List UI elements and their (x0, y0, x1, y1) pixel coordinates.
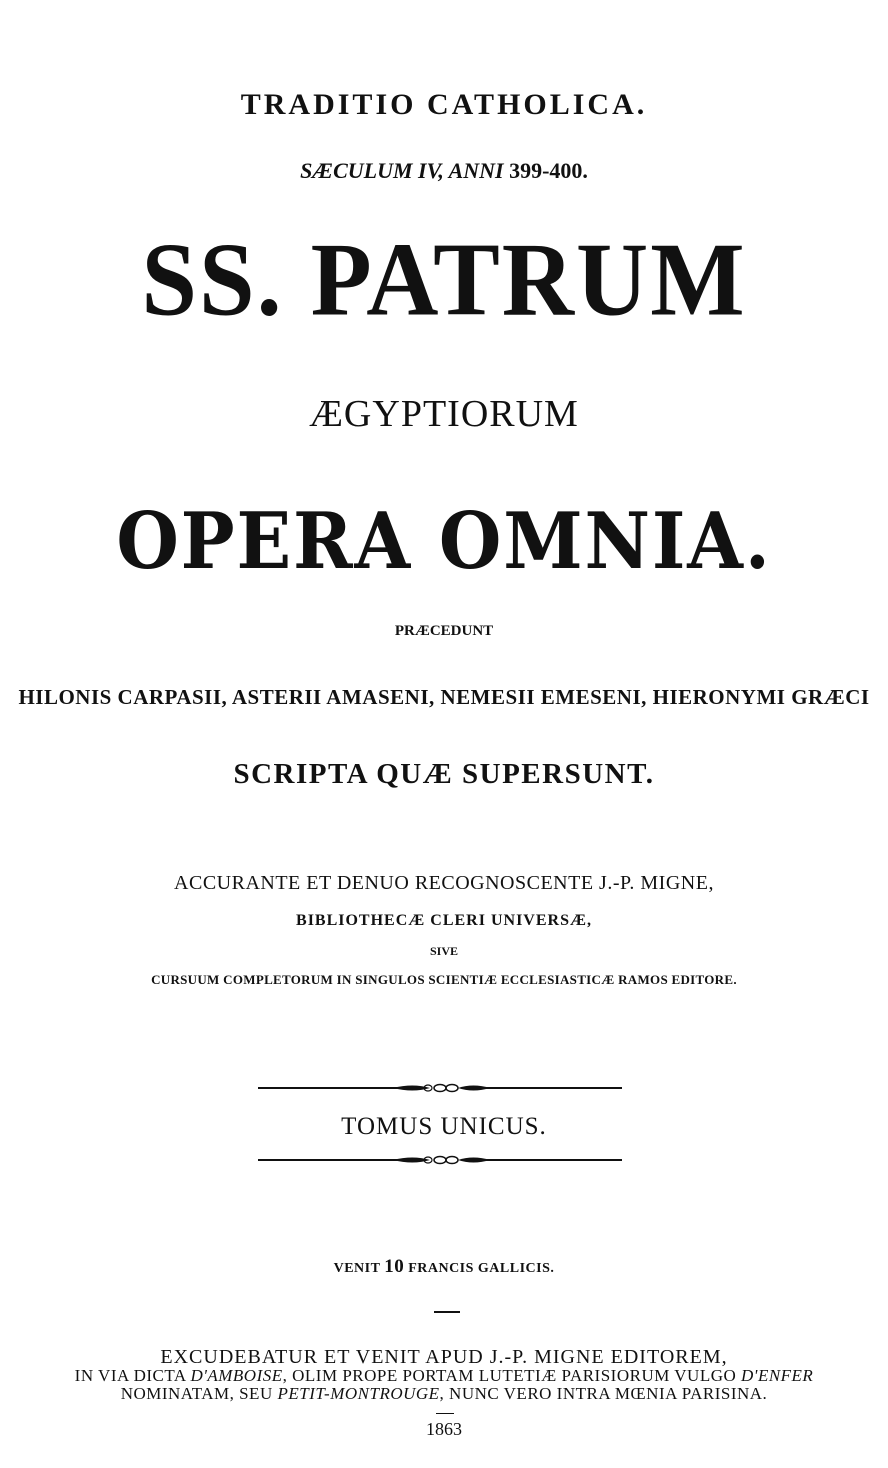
preface-tail: SCRIPTA QUÆ SUPERSUNT. (233, 758, 655, 790)
ornamental-rule-bottom (258, 1152, 622, 1168)
imprint-2c: , OLIM PROPE PORTAM LUTETIÆ PARISIORUM VULGO (282, 1366, 737, 1385)
imprint-3a: NOMINATAM, SEU (120, 1384, 273, 1403)
imprint-year: 1863 (426, 1419, 462, 1439)
imprint-3c: , NUNC VERO INTRA MŒNIA PARISINA. (439, 1384, 768, 1403)
imprint-3b: PETIT-MONTROUGE (277, 1384, 440, 1403)
ornamental-rule-top (258, 1080, 622, 1096)
era-text: SÆCULUM IV, ANNI (300, 158, 504, 183)
imprint-line-1: EXCUDEBATUR ET VENIT APUD J.-P. MIGNE EDITOREM, (160, 1346, 728, 1368)
divider-dash-small (436, 1413, 454, 1414)
price-number: 10 (384, 1256, 405, 1277)
preface-lead: PRÆCEDUNT (394, 623, 494, 639)
era-years: 399-400. (509, 158, 588, 183)
imprint-line-3 (0, 1384, 888, 1404)
series-title: TRADITIO CATHOLICA. (240, 88, 648, 121)
editor-series: BIBLIOTHECÆ CLERI UNIVERSÆ, (296, 912, 592, 929)
imprint-2d: D'ENFER (741, 1366, 814, 1385)
divider-dash (434, 1311, 460, 1313)
price-pre: VENIT (333, 1261, 381, 1276)
imprint-2a: IN VIA DICTA (74, 1366, 186, 1385)
editor-cursus: CURSUUM COMPLETORUM IN SINGULOS SCIENTIÆ ECCLESIASTICÆ RAMOS EDITORE. (151, 972, 737, 987)
editor-line: ACCURANTE ET DENUO RECOGNOSCENTE J.-P. MIGNE, (174, 872, 714, 894)
price-line (0, 1256, 888, 1278)
subtitle: ÆGYPTIORUM (309, 393, 579, 435)
imprint-line-2 (0, 1366, 888, 1386)
imprint-2b: D'AMBOISE (190, 1366, 283, 1385)
preface-authors: HILONIS CARPASII, ASTERII AMASENI, NEMESII EMESENI, HIERONYMI GRÆCI (18, 685, 870, 709)
works-title: OPERA OMNIA. (116, 496, 772, 587)
main-title: SS. PATRUM (141, 221, 747, 338)
price-post: FRANCIS GALLICIS. (408, 1261, 555, 1276)
volume-label: TOMUS UNICUS. (341, 1113, 547, 1140)
era-line (0, 158, 888, 184)
editor-sive: SIVE (429, 944, 458, 958)
